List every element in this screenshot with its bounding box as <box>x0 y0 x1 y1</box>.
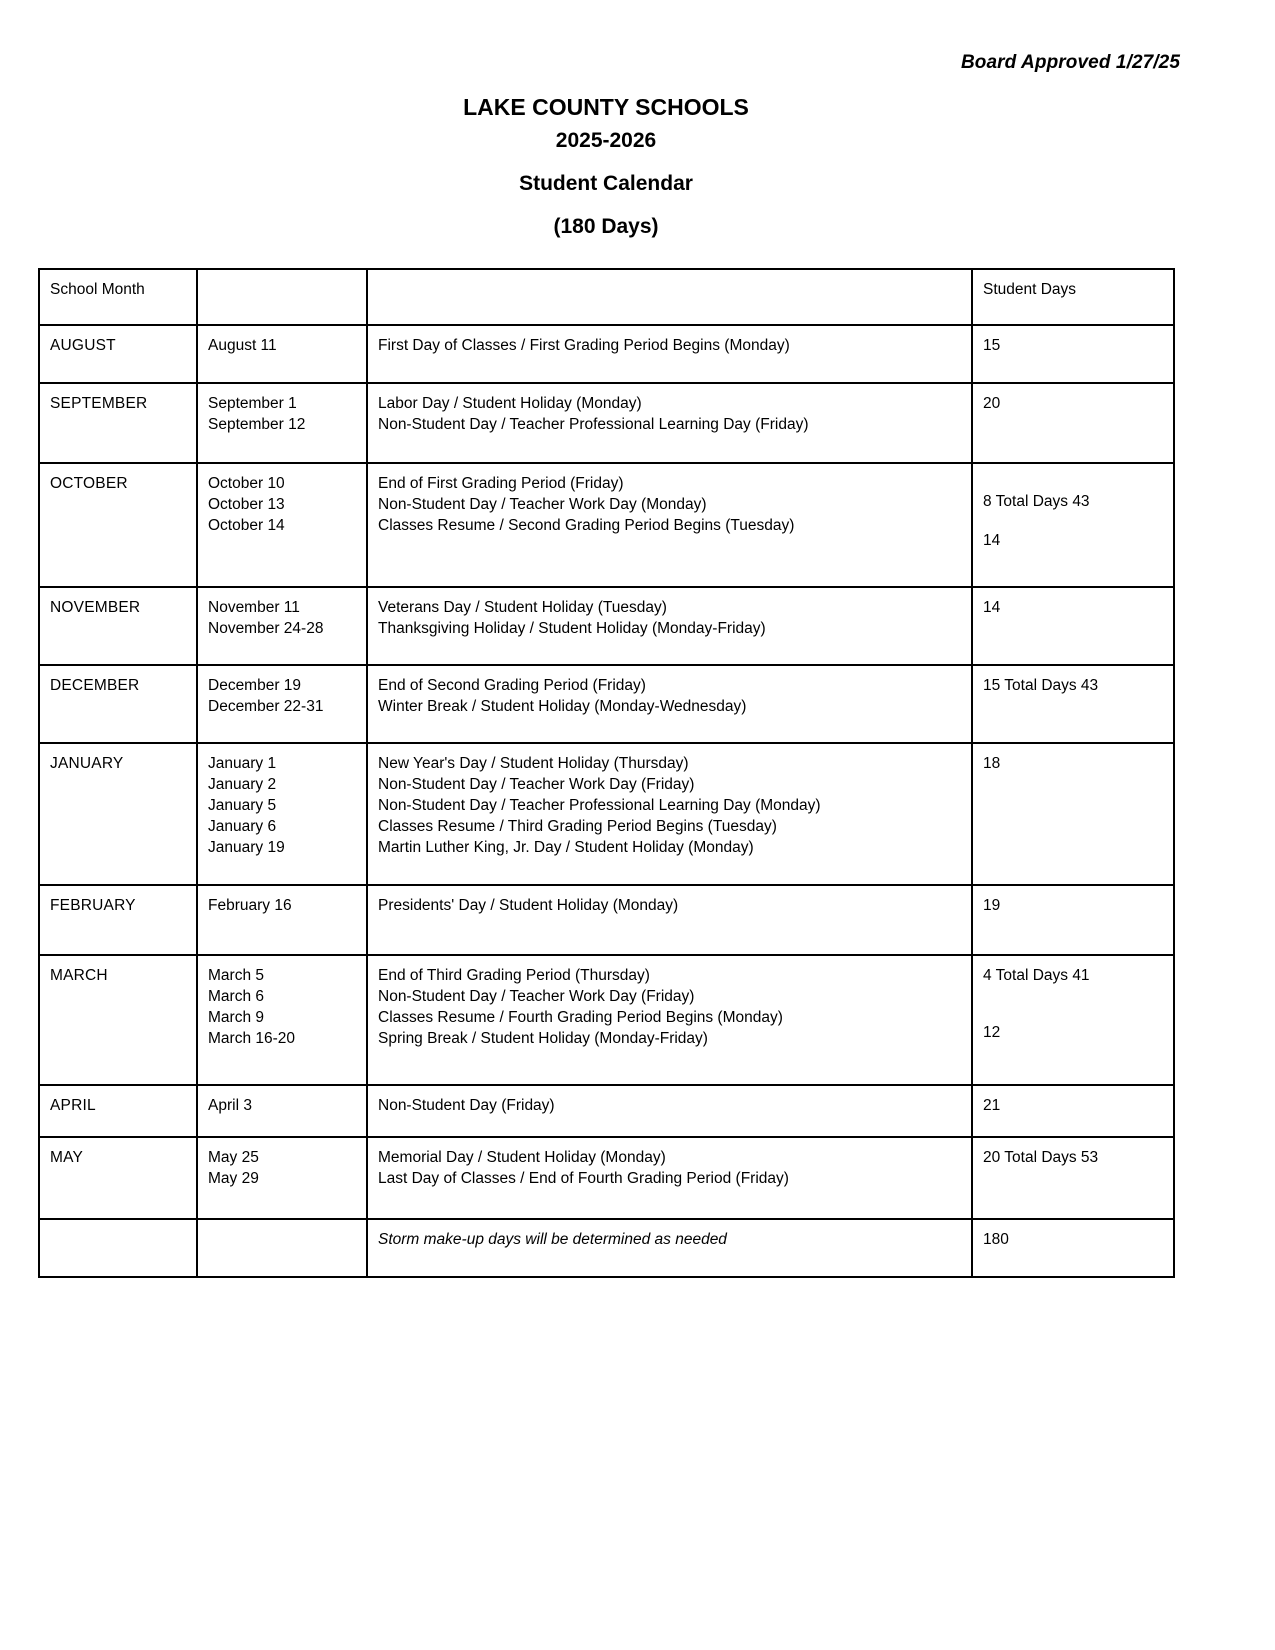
event-line: End of Second Grading Period (Friday) <box>378 677 646 694</box>
cell-student-days <box>972 1085 1174 1137</box>
event-line: Classes Resume / Third Grading Period Begins (Tuesday) <box>378 818 777 836</box>
cell-date <box>197 1085 367 1137</box>
cell-event <box>367 743 972 885</box>
event-line: Last Day of Classes / End of Fourth Grading Period (Friday) <box>378 1170 789 1188</box>
days-line-spacer <box>983 473 1163 491</box>
event-line: Non-Student Day / Teacher Work Day (Friday) <box>378 776 695 794</box>
table-row <box>39 383 1174 463</box>
date-line: December 22-31 <box>208 698 324 716</box>
cell-month: OCTOBER <box>39 463 197 587</box>
event-line: End of First Grading Period (Friday) <box>378 475 624 492</box>
table-row <box>39 463 1174 587</box>
cell-student-days <box>972 1137 1174 1219</box>
date-line: November 24-28 <box>208 620 324 638</box>
event-line: Non-Student Day / Teacher Work Day (Friday) <box>378 988 695 1006</box>
date-line: October 13 <box>208 496 285 514</box>
table-row <box>39 325 1174 383</box>
date-line: February 16 <box>208 897 292 914</box>
table-row <box>39 665 1174 743</box>
cell-student-days <box>972 743 1174 885</box>
cell-date <box>197 383 367 463</box>
cell-month: SEPTEMBER <box>39 383 197 463</box>
cell-date <box>197 1219 367 1277</box>
date-line: May 25 <box>208 1149 259 1166</box>
days-line-spacer <box>983 1004 1163 1022</box>
days-line: 4 Total Days 41 <box>983 967 1090 984</box>
event-line: Martin Luther King, Jr. Day / Student Holiday (Monday) <box>378 839 754 857</box>
table-row <box>39 587 1174 665</box>
table-row <box>39 1085 1174 1137</box>
date-line: October 10 <box>208 475 285 492</box>
district-title: LAKE COUNTY SCHOOLS <box>463 94 749 120</box>
date-line: September 12 <box>208 416 306 434</box>
cell-event <box>367 587 972 665</box>
date-line: January 6 <box>208 818 277 836</box>
cell-date <box>197 955 367 1085</box>
cell-date <box>197 665 367 743</box>
cell-date <box>197 1137 367 1219</box>
cell-event <box>367 325 972 383</box>
event-line: New Year's Day / Student Holiday (Thursday) <box>378 755 689 772</box>
cell-month: AUGUST <box>39 325 197 383</box>
cell-event <box>367 665 972 743</box>
event-line: Non-Student Day / Teacher Work Day (Monday) <box>378 496 707 514</box>
cell-month: JANUARY <box>39 743 197 885</box>
date-line: January 5 <box>208 797 277 815</box>
cell-student-days <box>972 1219 1174 1277</box>
event-line: Veterans Day / Student Holiday (Tuesday) <box>378 599 667 616</box>
student-calendar-table <box>38 268 1175 1278</box>
table-row <box>39 1137 1174 1219</box>
date-line: September 1 <box>208 395 297 412</box>
days-line: 18 <box>983 755 1001 772</box>
event-line: Classes Resume / Second Grading Period Begins (Tuesday) <box>378 517 795 535</box>
date-line: April 3 <box>208 1097 252 1114</box>
cell-date <box>197 885 367 955</box>
cell-event <box>367 1085 972 1137</box>
cell-student-days <box>972 383 1174 463</box>
event-line: Labor Day / Student Holiday (Monday) <box>378 395 642 412</box>
days-line: 14 <box>983 532 1001 550</box>
cell-month: MAY <box>39 1137 197 1219</box>
days-line: 15 Total Days 43 <box>983 677 1099 694</box>
table-header-row <box>39 269 1174 325</box>
table-row <box>39 885 1174 955</box>
cell-month: DECEMBER <box>39 665 197 743</box>
event-line: Memorial Day / Student Holiday (Monday) <box>378 1149 666 1166</box>
days-line: 8 Total Days 43 <box>983 493 1090 510</box>
event-line: Presidents' Day / Student Holiday (Monday) <box>378 897 679 914</box>
cell-event <box>367 463 972 587</box>
event-line: Non-Student Day / Teacher Professional Learning Day (Friday) <box>378 416 809 434</box>
days-line: 15 <box>983 337 1001 354</box>
cell-event <box>367 955 972 1085</box>
date-line: November 11 <box>208 599 300 616</box>
cell-student-days <box>972 955 1174 1085</box>
date-line: January 1 <box>208 755 277 772</box>
cell-date <box>197 743 367 885</box>
cell-month: MARCH <box>39 955 197 1085</box>
days-line: 14 <box>983 599 1001 616</box>
cell-student-days <box>972 885 1174 955</box>
header-event <box>367 269 972 325</box>
cell-event <box>367 383 972 463</box>
table-row <box>39 743 1174 885</box>
event-line: Spring Break / Student Holiday (Monday-Friday) <box>378 1030 708 1048</box>
event-line: Non-Student Day / Teacher Professional Learning Day (Monday) <box>378 797 821 815</box>
total-days-title: (180 Days) <box>553 215 659 238</box>
date-line: March 16-20 <box>208 1030 296 1048</box>
cell-student-days <box>972 587 1174 665</box>
date-line: January 19 <box>208 839 285 857</box>
date-line: March 5 <box>208 967 264 984</box>
calendar-table-wrapper <box>38 268 1173 1278</box>
date-line: May 29 <box>208 1170 259 1188</box>
days-line: 20 <box>983 395 1001 412</box>
table-body <box>39 325 1174 1277</box>
cell-student-days <box>972 325 1174 383</box>
date-line: January 2 <box>208 776 277 794</box>
days-line-spacer <box>983 986 1163 1004</box>
date-line: March 6 <box>208 988 264 1006</box>
cell-date <box>197 325 367 383</box>
date-line: August 11 <box>208 337 277 354</box>
header-date <box>197 269 367 325</box>
date-line: March 9 <box>208 1009 264 1027</box>
cell-month: NOVEMBER <box>39 587 197 665</box>
cell-date <box>197 587 367 665</box>
cell-month: FEBRUARY <box>39 885 197 955</box>
days-line: 20 Total Days 53 <box>983 1149 1099 1166</box>
board-approved-stamp: Board Approved 1/27/25 <box>960 52 1180 73</box>
event-line: Thanksgiving Holiday / Student Holiday (Monday-Friday) <box>378 620 766 638</box>
cell-event <box>367 1219 972 1277</box>
table-row <box>39 955 1174 1085</box>
cell-month: APRIL <box>39 1085 197 1137</box>
event-line: Storm make-up days will be determined as needed <box>378 1231 727 1248</box>
days-line: 19 <box>983 897 1001 914</box>
event-line: Classes Resume / Fourth Grading Period Begins (Monday) <box>378 1009 783 1027</box>
date-line: December 19 <box>208 677 302 694</box>
event-line: End of Third Grading Period (Thursday) <box>378 967 650 984</box>
event-line: First Day of Classes / First Grading Period Begins (Monday) <box>378 337 790 354</box>
event-line: Non-Student Day (Friday) <box>378 1097 555 1114</box>
days-line: 180 <box>983 1231 1009 1248</box>
cell-month <box>39 1219 197 1277</box>
cell-date <box>197 463 367 587</box>
table-row <box>39 1219 1174 1277</box>
cell-event <box>367 1137 972 1219</box>
event-line: Winter Break / Student Holiday (Monday-Wednesday) <box>378 698 747 716</box>
cell-event <box>367 885 972 955</box>
header-student-days: Student Days <box>972 269 1174 325</box>
cell-student-days <box>972 463 1174 587</box>
school-year-title: 2025-2026 <box>555 129 657 152</box>
cell-student-days <box>972 665 1174 743</box>
header-school-month: School Month <box>39 269 197 325</box>
days-line: 21 <box>983 1097 1001 1114</box>
document-title: Student Calendar <box>519 172 693 195</box>
days-line-spacer <box>983 512 1163 530</box>
title-block <box>0 96 1212 237</box>
days-line: 12 <box>983 1024 1001 1042</box>
date-line: October 14 <box>208 517 285 535</box>
